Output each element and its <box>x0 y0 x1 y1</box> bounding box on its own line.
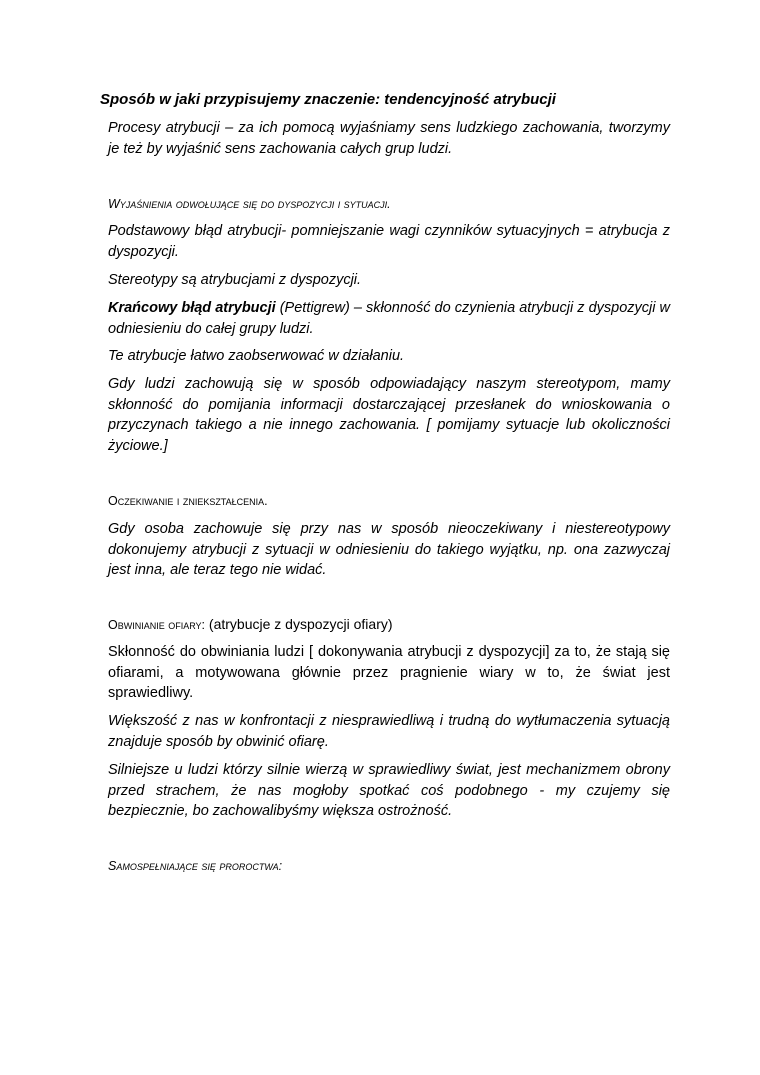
section-heading-blaming-victim <box>108 614 393 635</box>
blaming-victim-label: Obwinianie ofiary: <box>108 618 206 632</box>
paragraph-just-world: Silniejsze u ludzi którzy silnie wierzą w sprawiedliwy świat, jest mechanizmem obrony przed strachem, że nas mogłoby spotkać coś podobnego - my czujemy się bezpiecznie, bo zachowalibyśmy większa ostrożność. <box>108 762 670 819</box>
paragraph-blaming-majority: Większość z nas w konfrontacji z niesprawiedliwą i trudną do wytłumaczenia sytuacją znajduje sposób by obwinić ofiarę. <box>108 713 670 750</box>
paragraph-blaming-tendency: Skłonność do obwiniania ludzi [ dokonywania atrybucji z dyspozycji] za to, że stają się ofiarami, a motywowana głównie przez pragnienie wiary w to, że świat jest sprawiedliwy. <box>108 644 670 701</box>
paragraph-stereotype-behavior: Gdy ludzi zachowują się w sposób odpowiadający naszym stereotypom, mamy skłonność do pomijania informacji dostarczającej przesłanek do wnioskowania o przyczynach takiego a nie innego zachowania. [ pomijamy sytuacje lub okoliczności życiowe.] <box>108 376 670 454</box>
paragraph-unexpected-behavior: Gdy osoba zachowuje się przy nas w sposób nieoczekiwany i niestereotypowy dokonujemy atrybucji z sytuacji w odniesieniu do takiego wyjątku, np. ona zazwyczaj jest inna, ale teraz tego nie widać. <box>108 521 670 578</box>
section-heading-dispositions: Wyjaśnienia odwołujące się do dyspozycji i sytuacji. <box>108 197 391 211</box>
section-heading-self-fulfilling: Samospełniające się proroctwa: <box>108 859 283 873</box>
page-title: Sposób w jaki przypisujemy znaczenie: tendencyjność atrybucji <box>100 91 556 108</box>
ultimate-error-definition: (Pettigrew) – skłonność do czynienia atrybucji z dyspozycji w odniesieniu do całej grupy ludzi. <box>108 300 671 337</box>
term-ultimate-error: Krańcowy błąd atrybucji <box>108 300 276 316</box>
blaming-victim-note: (atrybucje z dyspozycji ofiary) <box>205 616 393 632</box>
paragraph-observation: Te atrybucje łatwo zaobserwować w działaniu. <box>108 348 405 364</box>
intro-paragraph: Procesy atrybucji – za ich pomocą wyjaśniamy sens ludzkiego zachowania, tworzymy je też by wyjaśnić sens zachowania całych grup ludzi. <box>108 120 670 157</box>
section-heading-expectations: Oczekiwanie i zniekształcenia. <box>108 494 268 508</box>
paragraph-stereotypes: Stereotypy są atrybucjami z dyspozycji. <box>108 272 362 288</box>
paragraph-ultimate-error <box>108 298 670 339</box>
paragraph-fundamental-error: Podstawowy błąd atrybucji- pomniejszanie wagi czynników sytuacyjnych = atrybucja z dyspozycji. <box>108 223 670 260</box>
